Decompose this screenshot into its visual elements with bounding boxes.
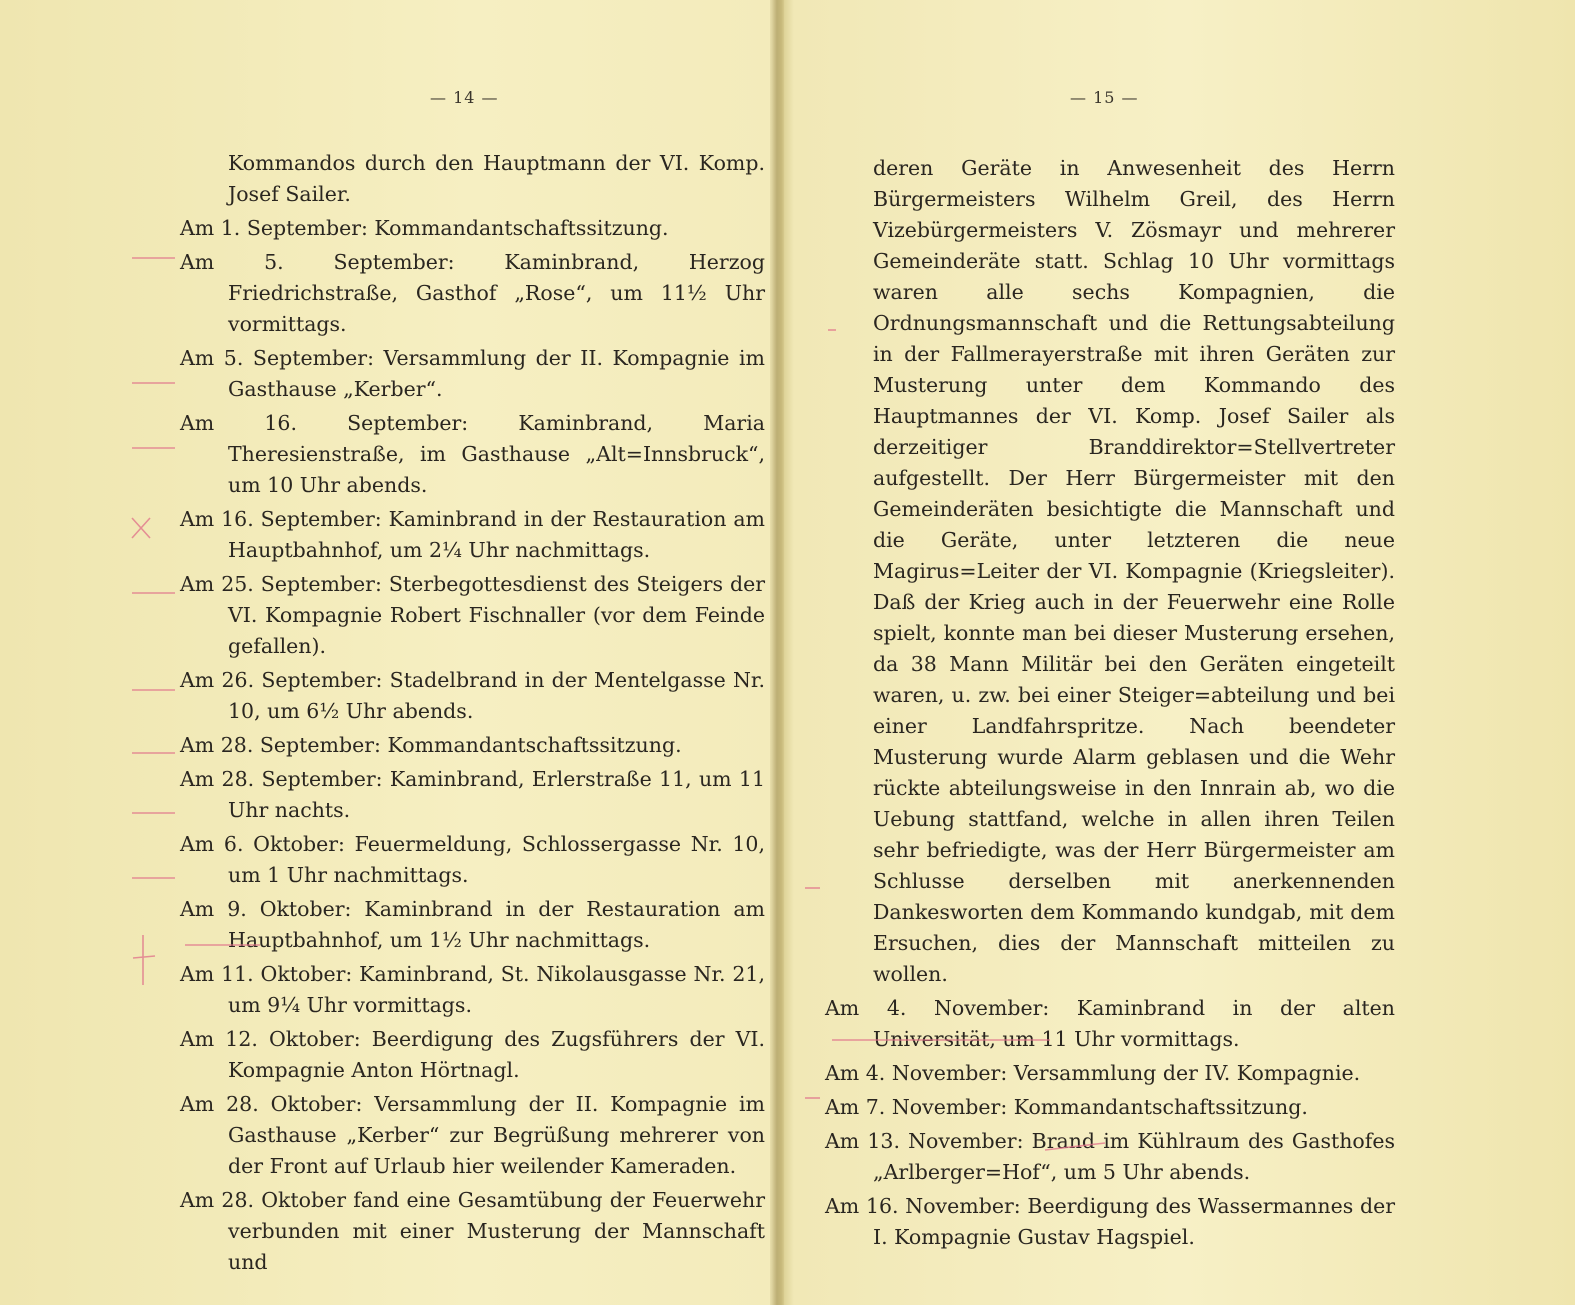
entry: Am 11. Oktober: Kaminbrand, St. Nikolausgasse Nr. 21, um 9¼ Uhr vormittags. [180, 962, 765, 1017]
right-entries [825, 153, 1395, 1256]
entry: Am 28. September: Kaminbrand, Erlerstraße 11, um 11 Uhr nachts. [180, 767, 765, 822]
entry: Am 28. Oktober: Versammlung der II. Kompagnie im Gasthause „Kerber“ zur Begrüßung mehrerer von der Front auf Urlaub hier weilender Kameraden. [180, 1092, 765, 1178]
entry: Am 12. Oktober: Beerdigung des Zugsführers der VI. Kompagnie Anton Hörtnagl. [180, 1027, 765, 1082]
entry: Am 16. September: Kaminbrand in der Restauration am Hauptbahnhof, um 2¼ Uhr nachmittags. [180, 507, 765, 562]
entry: Am 16. November: Beerdigung des Wassermannes der I. Kompagnie Gustav Hagspiel. [825, 1194, 1395, 1249]
entry: Am 5. September: Kaminbrand, Herzog Friedrichstraße, Gasthof „Rose“, um 11½ Uhr vormittags. [180, 250, 765, 336]
entry: Am 13. November: Brand im Kühlraum des Gasthofes „Arlberger=Hof“, um 5 Uhr abends. [825, 1129, 1395, 1184]
entry: Am 5. September: Versammlung der II. Kompagnie im Gasthause „Kerber“. [180, 346, 765, 401]
entry: Am 28. Oktober fand eine Gesamtübung der Feuerwehr verbunden mit einer Musterung der Mannschaft und [180, 1188, 765, 1274]
left-entries [180, 148, 765, 1281]
entry: Am 16. September: Kaminbrand, Maria Theresienstraße, im Gasthause „Alt=Innsbruck“, um 10 Uhr abends. [180, 411, 765, 497]
entry: Am 28. September: Kommandantschaftssitzung. [180, 733, 682, 757]
entry: Am 26. September: Stadelbrand in der Mentelgasse Nr. 10, um 6½ Uhr abends. [180, 668, 765, 723]
entry: Am 4. November: Kaminbrand in der alten Universität, um 11 Uhr vormittags. [825, 996, 1395, 1051]
entry: Am 9. Oktober: Kaminbrand in der Restauration am Hauptbahnhof, um 1½ Uhr nachmittags. [180, 897, 765, 952]
page-number: — 15 — [1070, 88, 1139, 107]
entry: Am 25. September: Sterbegottesdienst des Steigers der VI. Kompagnie Robert Fischnaller (vor dem Feinde gefallen). [180, 572, 765, 658]
entry: Am 6. Oktober: Feuermeldung, Schlossergasse Nr. 10, um 1 Uhr nachmittags. [180, 832, 765, 887]
left-page [0, 0, 775, 1305]
entry: Am 1. September: Kommandantschaftssitzung. [180, 216, 669, 240]
right-page [785, 0, 1575, 1305]
entry-continuation: deren Geräte in Anwesenheit des Herrn Bürgermeisters Wilhelm Greil, des Herrn Vizebürgermeisters V. Zösmayr und mehrerer Gemeinderäte statt. Schlag 10 Uhr vormittags waren alle sechs Kompagnien, die Ordnungsmannschaft und die Rettungsabteilung in der Fallmerayerstraße mit ihren Geräten zur Musterung unter dem Kommando des Hauptmannes der VI. Komp. Josef Sailer als derzeitiger Branddirektor=Stellvertreter aufgestellt. Der Herr Bürgermeister mit den Gemeinderäten besichtigte die Mannschaft und die Geräte, unter letzteren die neue Magirus=Leiter der VI. Kompagnie (Kriegsleiter). Daß der Krieg auch in der Feuerwehr eine Rolle spielt, konnte man bei dieser Musterung ersehen, da 38 Mann Militär bei den Geräten eingeteilt waren, u. zw. bei einer Steiger=abteilung und bei einer Landfahrspritze. Nach beendeter Musterung wurde Alarm geblasen und die Wehr rückte abteilungsweise in den Innrain ab, wo die Uebung stattfand, welche in allen ihren Teilen sehr befriedigte, was der Herr Bürgermeister am Schlusse derselben mit anerkennenden Dankesworten dem Kommando kundgab, mit dem Ersuchen, dies der Mannschaft mitteilen zu wollen. [873, 156, 1395, 986]
entry: Am 4. November: Versammlung der IV. Kompagnie. [825, 1061, 1361, 1085]
entry-continuation: Kommandos durch den Hauptmann der VI. Komp. Josef Sailer. [228, 151, 765, 206]
page-number: — 14 — [430, 88, 499, 107]
entry: Am 7. November: Kommandantschaftssitzung. [825, 1095, 1308, 1119]
